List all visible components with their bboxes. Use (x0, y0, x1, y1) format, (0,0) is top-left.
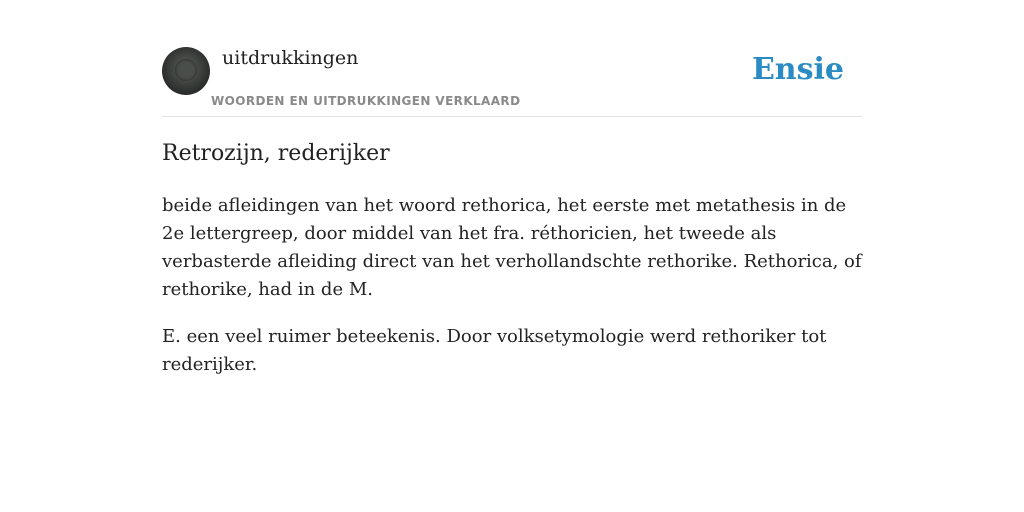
site-header (162, 44, 862, 117)
avatar-image (175, 59, 197, 81)
article-title: Retrozijn, rederijker (162, 141, 390, 166)
site-name[interactable]: uitdrukkingen (222, 47, 359, 69)
article-paragraph: beide afleidingen van het woord rethorica, het eerste met metathesis in de 2e lettergreep, door middel van het fra. réthoricien, het tweede als verbasterde afleiding direct van het verhollandschte rethorike. Rethorica, of rethorike, had in de M. (162, 195, 862, 300)
site-subtitle: WOORDEN EN UITDRUKKINGEN VERKLAARD (211, 94, 521, 108)
brand-logo[interactable]: Ensie (751, 52, 844, 87)
article-body (162, 192, 862, 398)
avatar[interactable] (162, 47, 210, 95)
article-paragraph: E. een veel ruimer beteekenis. Door volksetymologie werd rethoriker tot rederijker. (162, 326, 827, 375)
